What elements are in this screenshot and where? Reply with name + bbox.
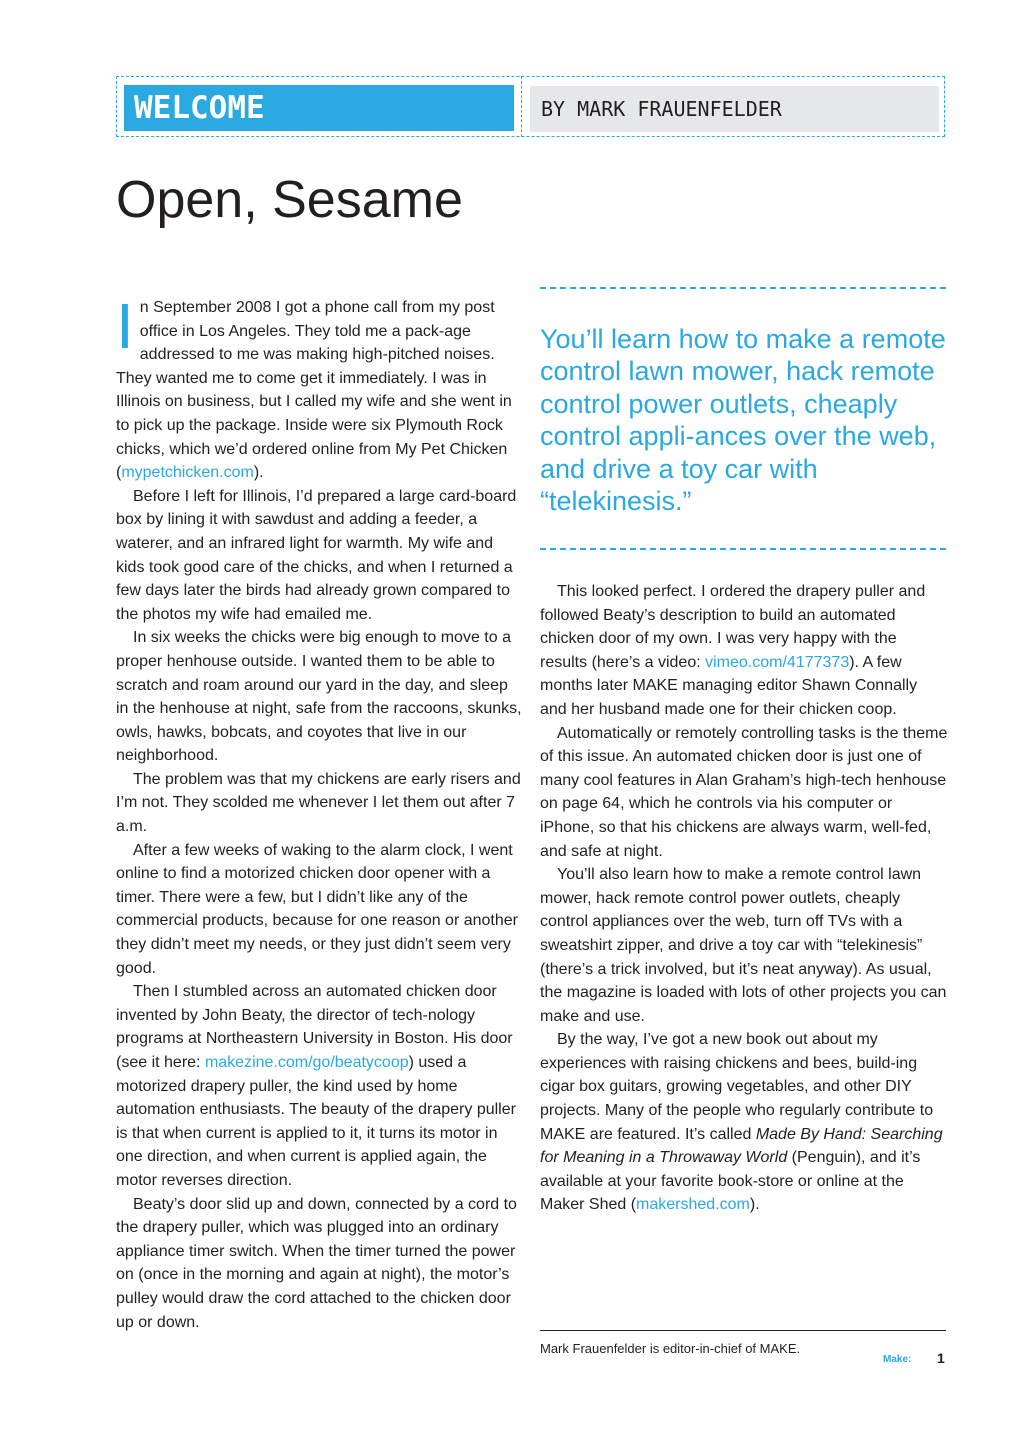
byline: BY MARK FRAUENFELDER	[530, 86, 939, 132]
paragraph-11-middle: (Penguin), and it’s available at your favorite book-store or online at the Maker Shed (	[540, 1149, 921, 1214]
article-column-left	[116, 290, 524, 1334]
book-title: Made By Hand: Searching for Meaning in a Throwaway World	[540, 1125, 943, 1167]
paragraph-3: In six weeks the chicks were big enough to move to a proper henhouse outside. I wanted them to be able to scratch and roam around our yard in the day, and sleep in the henhouse at night, safe from the raccoons, skunks, owls, hawks, bobcats, and coyotes that live in our neighborhood.	[116, 629, 522, 765]
page-number: 1	[937, 1350, 945, 1366]
paragraph-6-end: ) used a motorized drapery puller, the kind used by home automation enthusiasts. The beauty of the drapery puller is that when current is applied to it, it turns its motor in one direction, and when current is applied again, the motor reverses direction.	[116, 1054, 516, 1189]
paragraph-11-end: ).	[749, 1196, 760, 1214]
paragraph-6-text: Then I stumbled across an automated chicken door invented by John Beaty, the director of tech-nology programs at Northeastern University in Boston. His door (see it here:	[116, 983, 513, 1071]
drop-cap: I	[116, 290, 134, 362]
pull-quote: You’ll learn how to make a remote control lawn mower, hack remote control power outlets, cheaply control appli-ances over the web, and drive a toy car with “telekinesis.”	[540, 324, 946, 517]
paragraph-11-text: By the way, I’ve got a new book out about my experiences with raising chickens and bees, build-ing cigar box guitars, growing vegetables, and other DIY projects. Many of the people who regularly contribute to MAKE are featured. It’s called	[540, 1031, 934, 1143]
paragraph-1-end: ).	[253, 464, 264, 482]
author-bio: Mark Frauenfelder is editor-in-chief of MAKE.	[540, 1341, 801, 1356]
paragraph-8	[540, 580, 948, 722]
article-title: Open, Sesame	[116, 171, 463, 229]
paragraph-9: Automatically or remotely controlling tasks is the theme of this issue. An automated chicken door is just one of many cool features in Alan Graham’s high-tech henhouse on page 64, which he controls via his computer or iPhone, so that his chickens are always warm, well-fed, and safe at night.	[540, 724, 948, 860]
header-divider	[521, 76, 522, 137]
paragraph-5: After a few weeks of waking to the alarm clock, I went online to find a motorized chicken door opener with a timer. There were a few, but I didn’t like any of the commercial products, because for one reason or another they didn’t meet my needs, or they just didn’t seem very good.	[116, 841, 518, 977]
pull-quote-bottom-rule	[540, 548, 946, 550]
paragraph-6	[116, 980, 524, 1192]
link-mypetchicken[interactable]: mypetchicken.com	[121, 464, 254, 482]
paragraph-7: Beaty’s door slid up and down, connected by a cord to the drapery puller, which was plugged into an ordinary appliance timer switch. When the timer turned the power on (once in the morning and again at night), the motor’s pulley would draw the cord attached to the chicken door up or down.	[116, 1195, 517, 1331]
link-makershed[interactable]: makershed.com	[636, 1196, 750, 1214]
article-column-right	[540, 580, 948, 1217]
paragraph-11	[540, 1028, 948, 1217]
paragraph-4: The problem was that my chickens are early risers and I’m not. They scolded me whenever I let them out after 7 a.m.	[116, 770, 521, 836]
folio-magazine-name: Make:	[883, 1354, 912, 1365]
pull-quote-top-rule	[540, 287, 946, 289]
link-vimeo[interactable]: vimeo.com/4177373	[705, 653, 850, 671]
paragraph-1-text: n September 2008 I got a phone call from my post office in Los Angeles. They told me a pack-age addressed to me was making high-pitched noises. They wanted me to come get it immediately. I was in Illinois on business, but I called my wife and she went in to pick up the package. Inside were six Plymouth Rock chicks, which we’d ordered online from My Pet Chicken (	[116, 299, 512, 482]
paragraph-1	[116, 290, 524, 485]
paragraph-8-text: This looked perfect. I ordered the drapery puller and followed Beaty’s description to build an automated chicken door of my own. I was very happy with the results (here’s a video:	[540, 583, 926, 671]
paragraph-8-end: ). A few months later MAKE managing editor Shawn Connally and her husband made one for their chicken coop.	[540, 653, 918, 718]
link-beatycoop[interactable]: makezine.com/go/beatycoop	[204, 1054, 409, 1071]
paragraph-2: Before I left for Illinois, I’d prepared a large card-board box by lining it with sawdust and adding a feeder, a waterer, and an infrared light for warmth. My wife and kids took good care of the chicks, and when I returned a few days later the birds had already grown compared to the photos my wife had emailed me.	[116, 487, 517, 623]
bio-rule	[540, 1330, 946, 1331]
section-label: WELCOME	[124, 85, 514, 131]
paragraph-10: You’ll also learn how to make a remote control lawn mower, hack remote control power outlets, cheaply control appliances over the web, turn off TVs with a sweatshirt zipper, and drive a toy car with “telekinesis” (there’s a trick involved, but it’s neat anyway). As usual, the magazine is loaded with lots of other projects you can make and use.	[540, 866, 947, 1025]
